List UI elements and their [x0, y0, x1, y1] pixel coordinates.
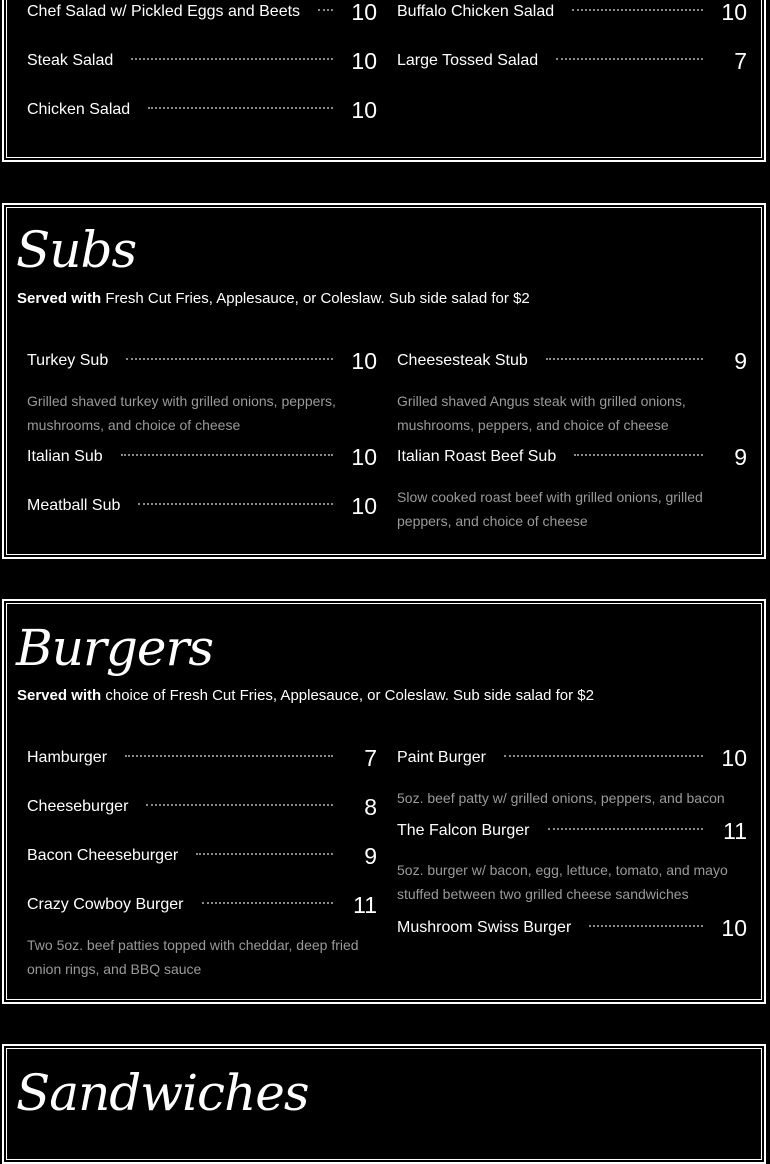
- item-price: 7: [364, 744, 377, 771]
- dot-leader: [548, 828, 703, 830]
- item-name: Paint Burger: [397, 749, 486, 766]
- menu-item: [397, 47, 747, 75]
- burgers-panel: [2, 599, 766, 1004]
- item-price: 8: [364, 793, 377, 820]
- menu-item: [27, 96, 377, 124]
- served-with-label: Served with: [17, 687, 102, 704]
- item-name: Meatball Sub: [27, 497, 121, 514]
- item-description: 5oz. burger w/ bacon, egg, lettuce, tomato, and mayo stuffed between two grilled cheese sandwiches: [397, 862, 728, 902]
- item-description: Grilled shaved turkey with grilled onions, peppers, mushrooms, and choice of cheese: [27, 393, 336, 433]
- menu-item: [397, 914, 747, 942]
- item-price: 10: [721, 914, 747, 941]
- menu-item: [27, 47, 377, 75]
- item-price: 10: [721, 744, 747, 771]
- dot-leader: [131, 58, 333, 60]
- item-name: The Falcon Burger: [397, 822, 530, 839]
- dot-leader: [589, 925, 703, 927]
- menu-item: [397, 443, 747, 471]
- item-description: Slow cooked roast beef with grilled onions, grilled peppers, and choice of cheese: [397, 489, 703, 529]
- item-price: 7: [734, 47, 747, 74]
- item-price: 10: [351, 47, 377, 74]
- dot-leader: [121, 454, 333, 456]
- item-price: 9: [364, 842, 377, 869]
- item-name: Large Tossed Salad: [397, 52, 539, 69]
- item-description: 5oz. beef patty w/ grilled onions, peppers, and bacon: [397, 790, 725, 806]
- sandwiches-panel: [2, 1044, 766, 1164]
- item-name: Italian Roast Beef Sub: [397, 448, 557, 465]
- served-with-text: choice of Fresh Cut Fries, Applesauce, or Coleslaw. Sub side salad for $2: [101, 687, 594, 704]
- item-price: 11: [353, 891, 377, 918]
- served-with-note: [17, 290, 530, 307]
- dot-leader: [138, 503, 333, 505]
- item-name: Chef Salad w/ Pickled Eggs and Beets: [27, 3, 301, 20]
- dot-leader: [318, 9, 333, 11]
- item-name: Cheeseburger: [27, 798, 129, 815]
- section-title: Sandwiches: [16, 1064, 309, 1122]
- menu-item: [27, 347, 377, 375]
- item-price: 10: [351, 492, 377, 519]
- dot-leader: [574, 454, 703, 456]
- served-with-text: Fresh Cut Fries, Applesauce, or Coleslaw. Sub side salad for $2: [101, 290, 530, 307]
- menu-item: [27, 842, 377, 870]
- menu-item: [397, 744, 747, 772]
- item-name: Mushroom Swiss Burger: [397, 919, 572, 936]
- menu-item: [27, 0, 377, 26]
- item-name: Steak Salad: [27, 52, 114, 69]
- served-with-note: [17, 687, 594, 704]
- dot-leader: [556, 58, 703, 60]
- menu-item: [397, 347, 747, 375]
- subs-panel: [2, 203, 766, 559]
- item-price: 10: [721, 0, 747, 25]
- dot-leader: [546, 358, 703, 360]
- section-title: Burgers: [16, 619, 214, 677]
- dot-leader: [572, 9, 703, 11]
- menu-item: [27, 793, 377, 821]
- menu-item: [27, 744, 377, 772]
- item-name: Buffalo Chicken Salad: [397, 3, 555, 20]
- item-name: Chicken Salad: [27, 101, 131, 118]
- item-description: Grilled shaved Angus steak with grilled onions, mushrooms, peppers, and choice of cheese: [397, 393, 686, 433]
- item-name: Italian Sub: [27, 448, 103, 465]
- dot-leader: [196, 853, 333, 855]
- menu-item: [397, 0, 747, 26]
- served-with-label: Served with: [17, 290, 102, 307]
- menu-item: [27, 891, 377, 919]
- item-price: 11: [723, 817, 747, 844]
- item-price: 9: [734, 347, 747, 374]
- dot-leader: [504, 755, 703, 757]
- dot-leader: [125, 755, 333, 757]
- item-description: Two 5oz. beef patties topped with cheddar, deep fried onion rings, and BBQ sauce: [27, 937, 359, 977]
- menu-item: [397, 817, 747, 845]
- menu-item: [27, 443, 377, 471]
- item-price: 10: [351, 0, 377, 25]
- item-name: Bacon Cheeseburger: [27, 847, 179, 864]
- dot-leader: [126, 358, 333, 360]
- item-price: 10: [351, 443, 377, 470]
- item-price: 10: [351, 347, 377, 374]
- item-price: 10: [351, 96, 377, 123]
- item-name: Cheesesteak Stub: [397, 352, 528, 369]
- item-name: Crazy Cowboy Burger: [27, 896, 184, 913]
- item-name: Turkey Sub: [27, 352, 109, 369]
- menu-item: [27, 492, 377, 520]
- salads-panel: [2, 0, 766, 162]
- dot-leader: [148, 107, 333, 109]
- item-name: Hamburger: [27, 749, 108, 766]
- section-title: Subs: [16, 221, 137, 279]
- dot-leader: [202, 902, 334, 904]
- item-price: 9: [734, 443, 747, 470]
- dot-leader: [146, 804, 333, 806]
